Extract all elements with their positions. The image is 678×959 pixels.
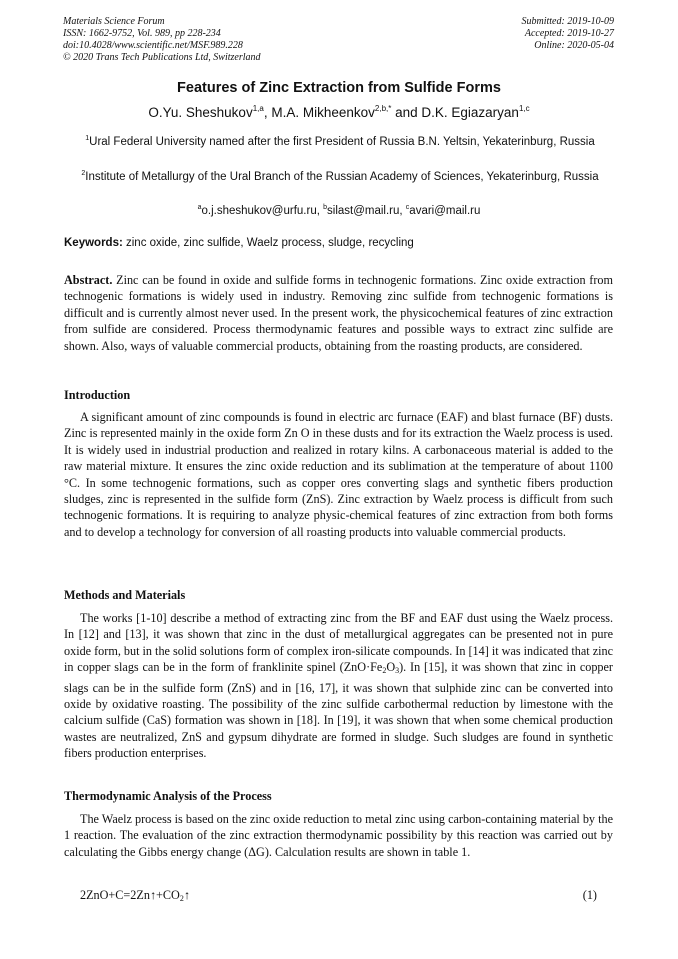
author-1-sup: 1,a xyxy=(252,104,264,113)
author-3: D.K. Egiazaryan xyxy=(421,105,519,120)
introduction-heading: Introduction xyxy=(64,388,131,402)
email-b-sup: b xyxy=(323,204,328,211)
methods-sub-1: 2 xyxy=(382,666,387,676)
online-date: Online: 2020-05-04 xyxy=(534,40,614,51)
equation-number: (1) xyxy=(582,888,597,902)
author-3-sup: 1,c xyxy=(518,104,530,113)
submitted-date: Submitted: 2019-10-09 xyxy=(521,16,614,27)
copyright-line: © 2020 Trans Tech Publications Ltd, Switzerland xyxy=(63,52,261,63)
email-a-sup: a xyxy=(197,204,202,211)
abstract xyxy=(64,272,613,354)
author-list xyxy=(0,104,678,120)
author-separator: and xyxy=(391,105,422,120)
email-c[interactable]: avari@mail.ru xyxy=(409,205,481,217)
paper-title: Features of Zinc Extraction from Sulfide Forms xyxy=(177,80,501,96)
affiliation-1-sup: 1 xyxy=(85,135,90,142)
equation-1 xyxy=(80,888,190,903)
methods-heading: Methods and Materials xyxy=(64,588,186,602)
affiliation-2 xyxy=(70,165,610,186)
equation-part2: ↑ xyxy=(183,888,190,902)
email-c-sup: c xyxy=(405,204,410,211)
author-2-sup: 2,b,* xyxy=(374,104,392,113)
methods-text xyxy=(64,610,613,762)
methods-text-part2: O xyxy=(386,660,396,675)
author-emails xyxy=(0,204,678,217)
journal-name: Materials Science Forum xyxy=(63,16,165,27)
author-2: M.A. Mikheenkov xyxy=(271,105,375,120)
doi-line: doi:10.4028/www.scientific.net/MSF.989.228 xyxy=(63,40,243,51)
email-b[interactable]: silast@mail.ru, xyxy=(327,205,406,217)
keywords-label: Keywords: xyxy=(64,237,123,249)
affiliation-2-sup: 2 xyxy=(81,170,86,177)
methods-sub-2: 3 xyxy=(395,666,400,676)
affiliation-1 xyxy=(70,130,610,151)
accepted-date: Accepted: 2019-10-27 xyxy=(524,28,614,39)
abstract-text: Zinc can be found in oxide and sulfide forms in technogenic formations. Zinc oxide extraction from technogenic formations is widely used in industry. Removing zinc sulfide from technogenic formations is difficult and is currently almost never used. In the present work, the physicochemical features of zinc extraction from sulfide are considered. Process thermodynamic features and possible ways to extract zinc sulfide are shown. Also, ways of valuable commercial products, obtaining from the roasting products, are considered. xyxy=(64,273,613,353)
equation-part1: 2ZnO+C=2Zn↑+CO xyxy=(80,888,180,902)
thermo-text: The Waelz process is based on the zinc oxide reduction to metal zinc using carbon-containing material by the 1 reaction. The evaluation of the zinc extraction thermodynamic possibility by this reaction was carried out by calculating the Gibbs energy change (ΔG). Calculation results are shown in table 1. xyxy=(64,812,613,859)
keywords xyxy=(64,237,624,249)
journal-header-left xyxy=(63,16,261,64)
introduction-text: A significant amount of zinc compounds is found in electric arc furnace (EAF) and blast furnace (BF) dusts. Zinc is represented mainly in the oxide form Zn O in these dusts and for its extraction the Waelz process is used. It is widely used in industrial production and realized in rotary kilns. A carbonaceous material is added to the raw material mixture. It ensures the zinc oxide reduction and its sublimation at the temperature of about 1100 °C. In some technogenic formations, such as copper ores converting slags and synthetic fibers production sludges, zinc is represented in the sulfide form (ZnS). Zinc extraction by Waelz process is difficult from such technogenic formations. It is requiring to analyze physic-chemical features of zinc extraction from both forms and to develop a technology for conversion of all roasting products into valuable commercial products. xyxy=(64,410,613,539)
author-separator: , xyxy=(263,105,272,120)
abstract-label: Abstract. xyxy=(64,273,113,287)
journal-header-right xyxy=(522,16,615,52)
thermo-heading: Thermodynamic Analysis of the Process xyxy=(64,789,272,803)
equation-sub: 2 xyxy=(179,894,184,903)
methods-text-part3: ). In [15], it was shown that zinc in copper slags can be in the sulfide form (ZnS) and in [16, 17], it was shown that sulphide zinc can be converted into oxide by oxidative roasting. The possibility of the zinc sulfide carbothermal reduction by limestone with the calcium sulfide (CaS) formation was shown in [18]. In [19], it was shown that when some chemical production wastes are neutralized, ZnS and gypsum dihydrate are formed in sludge. Such sludges are found in synthetic fibers production enterprises. xyxy=(64,660,613,761)
keywords-text: zinc oxide, zinc sulfide, Waelz process, sludge, recycling xyxy=(122,237,414,249)
affiliation-2-text: Institute of Metallurgy of the Ural Branch of the Russian Academy of Sciences, Yekaterinburg, Russia xyxy=(85,171,599,183)
author-1: O.Yu. Sheshukov xyxy=(148,105,253,120)
email-a[interactable]: o.j.sheshukov@urfu.ru, xyxy=(201,205,324,217)
affiliation-1-text: Ural Federal University named after the first President of Russia B.N. Yeltsin, Yekaterinburg, Russia xyxy=(89,136,595,148)
methods-text-part1: The works [1-10] describe a method of extracting zinc from the BF and EAF dust using the Waelz process. In [12] and [13], it was shown that zinc in the dust of metallurgical aggregates can be presented not in pure oxide form, but in the solid solutions form of complex iron-silicate compounds. In [14] it was indicated that zinc in copper slags can be in the form of franklinite spinel (ZnO·Fe xyxy=(64,611,614,675)
issn-line: ISSN: 1662-9752, Vol. 989, pp 228-234 xyxy=(63,28,221,39)
